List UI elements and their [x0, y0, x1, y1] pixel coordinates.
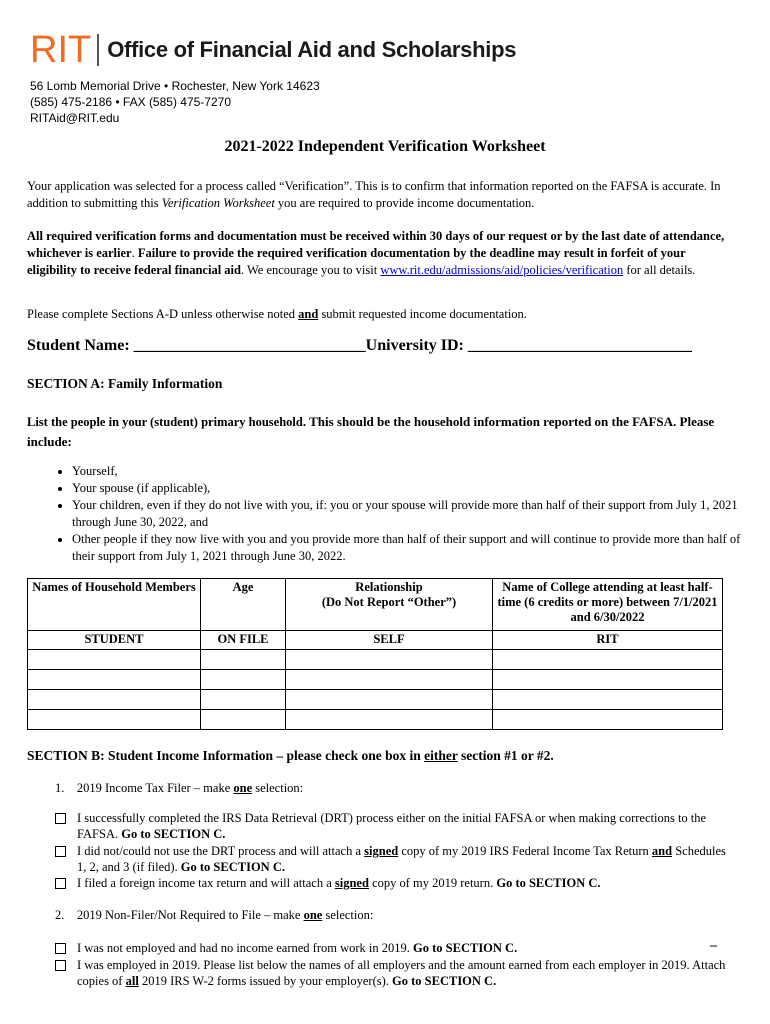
option-employed: I was employed in 2019. Please list below the names of all employers and the amount earned from each employer in 2019. Attach copies of all 2019 IRS W-2 forms issued by your employer(s). Go to SECTION C. [55, 957, 735, 989]
col-age-header: Age [201, 579, 286, 631]
list-item: • Your children, even if they do not live with you, if: you or your spouse will provide more than half of their support from July 1, 2021 through June 30, 2022, and [72, 497, 762, 531]
logo-rit-text: RIT [30, 29, 92, 71]
checkbox[interactable] [55, 878, 66, 889]
table-row: STUDENT ON FILE SELF RIT [28, 631, 723, 650]
email: RITAid@RIT.edu [30, 111, 120, 125]
col-college-header: Name of College attending at least half-time (6 credits or more) between 7/1/2021 and 6/30/2022 [493, 579, 723, 631]
household-table [27, 578, 723, 730]
phone-fax: (585) 475-2186 • FAX (585) 475-7270 [30, 95, 231, 109]
option-foreign-return: I filed a foreign income tax return and will attach a signed copy of my 2019 return. Go to SECTION C. [55, 875, 735, 891]
continuation-dash: – [710, 938, 717, 953]
section-b-heading: SECTION B: Student Income Information – please check one box in either section #1 or #2. [27, 748, 554, 763]
logo-divider [97, 34, 99, 66]
household-bullets [27, 463, 762, 565]
table-row[interactable] [28, 690, 723, 710]
option-drt-not-used: I did not/could not use the DRT process and will attach a signed copy of my 2019 IRS Federal Income Tax Return and Schedules 1, 2, and 3 (if filed). Go to SECTION C. [55, 843, 735, 875]
option-not-employed: I was not employed and had no income earned from work in 2019. Go to SECTION C. [55, 940, 735, 956]
student-name-id-line[interactable]: Student Name: _____________________________University ID: ____________________________ [27, 337, 692, 354]
table-header-row [28, 579, 723, 631]
deadline-paragraph: All required verification forms and documentation must be received within 30 days of our request or by the last date of attendance, whichever is earlier. Failure to provide the required verification documentation by the deadline may result in forfeit of your eligibility to receive federal financial aid. We encourage you to visit www.rit.edu/admissions/aid/policies/verification for all details. [27, 229, 725, 277]
table-row[interactable] [28, 670, 723, 690]
page-title: 2021-2022 Independent Verification Worksheet [224, 138, 546, 155]
office-name: Office of Financial Aid and Scholarships [107, 37, 517, 62]
col-relationship-header: Relationship (Do Not Report “Other”) [286, 579, 493, 631]
household-list-heading: List the people in your (student) primary household. This should be the household information reported on the FAFSA. Please include: [27, 414, 715, 449]
checkbox[interactable] [55, 846, 66, 857]
verification-link[interactable]: www.rit.edu/admissions/aid/policies/verification [380, 263, 624, 277]
item-2-non-filer: 2. 2019 Non-Filer/Not Required to File – make one selection: [55, 908, 374, 922]
intro-paragraph: Your application was selected for a process called “Verification”. This is to confirm that information reported on the FAFSA is accurate. In addition to submitting this Verification Worksheet you are required to provide income documentation. [27, 179, 721, 210]
address: 56 Lomb Memorial Drive • Rochester, New York 14623 [30, 79, 320, 93]
instructions-paragraph: Please complete Sections A-D unless otherwise noted and submit requested income documentation. [27, 307, 527, 321]
contact-block [30, 78, 320, 126]
checkbox[interactable] [55, 813, 66, 824]
checkbox[interactable] [55, 943, 66, 954]
section-a-heading: SECTION A: Family Information [27, 376, 223, 391]
option-drt-completed: I successfully completed the IRS Data Retrieval (DRT) process either on the initial FAFSA or when making corrections to the FAFSA. Go to SECTION C. [55, 810, 735, 842]
rit-logo [30, 30, 516, 70]
item-1-tax-filer: 1. 2019 Income Tax Filer – make one selection: [55, 781, 304, 795]
list-item: • Your spouse (if applicable), [72, 480, 762, 497]
table-row[interactable] [28, 710, 723, 730]
list-item: • Yourself, [72, 463, 762, 480]
col-names-header: Names of Household Members [28, 579, 201, 631]
checkbox[interactable] [55, 960, 66, 971]
list-item: • Other people if they now live with you and you provide more than half of their support and will continue to provide more than half of their support from July 1, 2021 through June 30, 2022. [72, 531, 762, 565]
table-row[interactable] [28, 650, 723, 670]
